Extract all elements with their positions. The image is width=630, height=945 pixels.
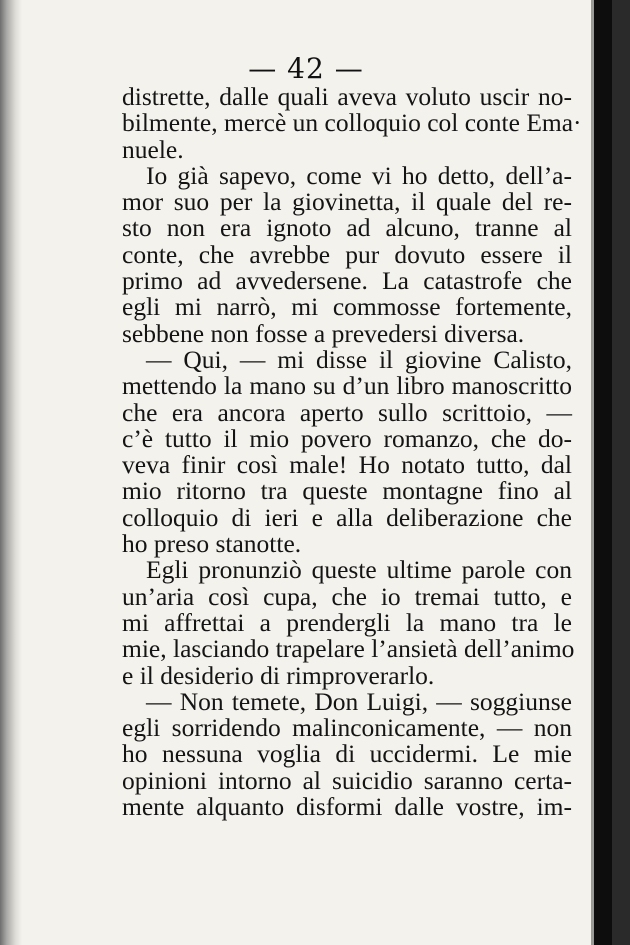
page-number: — 42 — [248,52,364,85]
text-line: Egli pronunziò queste ultime parole con [146,555,572,585]
body-text [122,82,582,822]
text-line: mie, lasciando trapelare l’ansietà dell’animo [122,634,575,664]
text-line: ho preso stanotte. [122,529,302,559]
text-line: mio ritorno tra queste montagne fino al [122,476,572,506]
text-line: e il desiderio di rimproverarlo. [122,660,435,690]
text-line: conte, che avrebbe pur dovuto essere il [122,239,572,269]
text-line: mi affrettai a prendergli la mano tra le [122,607,572,637]
page-edge-dark [594,0,612,945]
text-line: sebbene non fosse a prevedersi diversa. [122,318,525,348]
text-line: che era ancora aperto sullo scrittoio, — [122,397,572,427]
text-line: — Non temete, Don Luigi, — soggiunse [146,686,572,716]
text-line: primo ad avvedersene. La catastrofe che [122,266,572,296]
text-line: egli mi narrò, mi commosse fortemente, [122,292,572,322]
text-line: distrette, dalle quali aveva voluto uscir no- [122,82,572,111]
text-line: mente alquanto disformi dalle vostre, im- [122,792,572,822]
text-line: ho nessuna voglia di uccidermi. Le mie [122,739,572,769]
text-line: un’aria così cupa, che io tremai tutto, e [122,581,572,611]
text-line: colloquio di ieri e alla deliberazione che [122,502,572,532]
text-line: — Qui, — mi disse il giovine Calisto, [146,344,572,374]
text-line: mettendo la mano su d’un libro manoscritto [122,371,572,401]
text-line: nuele. [122,134,184,164]
text-line: opinioni intorno al suicidio saranno certa- [122,765,572,795]
text-line: egli sorridendo malinconicamente, — non [122,713,572,743]
text-line: c’è tutto il mio povero romanzo, che do- [122,423,572,453]
text-line: sto non era ignoto ad alcuno, tranne al [122,213,572,243]
text-line: bilmente, mercè un colloquio col conte Ema· [122,108,582,138]
binding-shadow [0,0,22,945]
text-line: mor suo per la giovinetta, il quale del re- [122,187,572,217]
text-line: Io già sapevo, come vi ho detto, dell’a- [146,160,572,190]
text-line: veva finir così male! Ho notato tutto, dal [122,450,572,480]
